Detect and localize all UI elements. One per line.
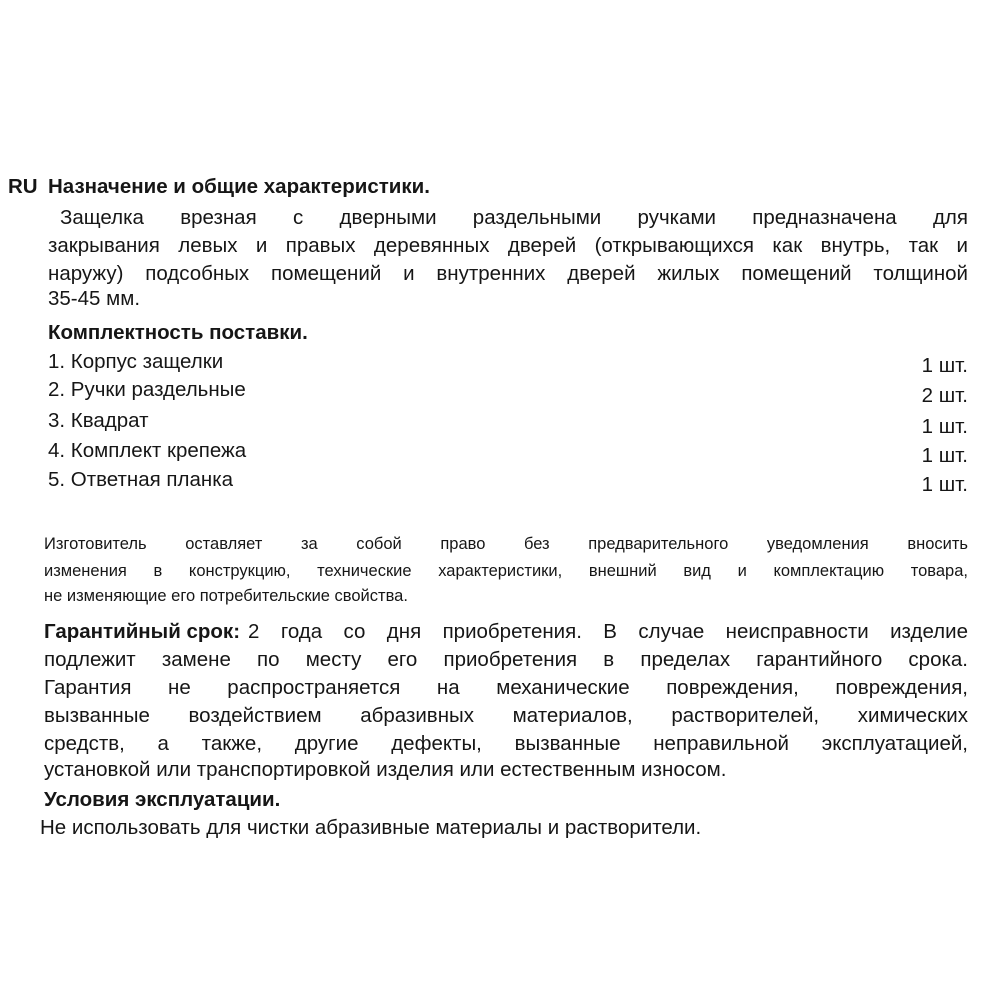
kit-heading: Комплектность поставки. — [48, 321, 308, 344]
purpose-line: закрывания левых и правых деревянных дверей (открывающихся как внутрь, так и — [48, 234, 968, 257]
warranty-line: Гарантия не распространяется на механические повреждения, повреждения, — [44, 676, 968, 699]
warranty-line: подлежит замене по месту его приобретения в пределах гарантийного срока. — [44, 648, 968, 671]
warranty-text: 2 года со дня приобретения. В случае неисправности изделие — [248, 620, 968, 643]
disclaimer-line: изменения в конструкцию, технические характеристики, внешний вид и комплектацию товара, — [44, 562, 968, 580]
kit-item-qty: 1 шт. — [921, 415, 968, 438]
purpose-heading: Назначение и общие характеристики. — [48, 175, 430, 198]
warranty-label: Гарантийный срок: — [44, 620, 241, 643]
kit-item-qty: 1 шт. — [921, 354, 968, 377]
kit-item-qty: 1 шт. — [921, 473, 968, 496]
kit-item-name: 3. Квадрат — [48, 409, 149, 432]
warranty-line: средств, а также, другие дефекты, вызванные неправильной эксплуатацией, — [44, 732, 968, 755]
ru-language-label: RU — [8, 175, 38, 198]
purpose-line: Защелка врезная с дверными раздельными ручками предназначена для — [60, 206, 968, 229]
warranty-line: вызванные воздействием абразивных материалов, растворителей, химических — [44, 704, 968, 727]
conditions-text: Не использовать для чистки абразивные материалы и растворители. — [40, 816, 702, 839]
disclaimer-line: Изготовитель оставляет за собой право без предварительного уведомления вносить — [44, 535, 968, 553]
warranty-line: установкой или транспортировкой изделия или естественным износом. — [44, 758, 727, 781]
kit-item-name: 2. Ручки раздельные — [48, 378, 246, 401]
kit-item-name: 5. Ответная планка — [48, 468, 234, 491]
purpose-line: наружу) подсобных помещений и внутренних дверей жилых помещений толщиной — [48, 262, 968, 285]
kit-item-qty: 2 шт. — [921, 384, 968, 407]
kit-item-name: 1. Корпус защелки — [48, 350, 224, 373]
purpose-line: 35-45 мм. — [48, 287, 141, 310]
kit-item-qty: 1 шт. — [921, 444, 968, 467]
warranty-first-line — [44, 619, 968, 645]
kit-item-name: 4. Комплект крепежа — [48, 439, 247, 462]
disclaimer-line: не изменяющие его потребительские свойства. — [44, 587, 408, 605]
conditions-heading: Условия эксплуатации. — [44, 788, 281, 811]
